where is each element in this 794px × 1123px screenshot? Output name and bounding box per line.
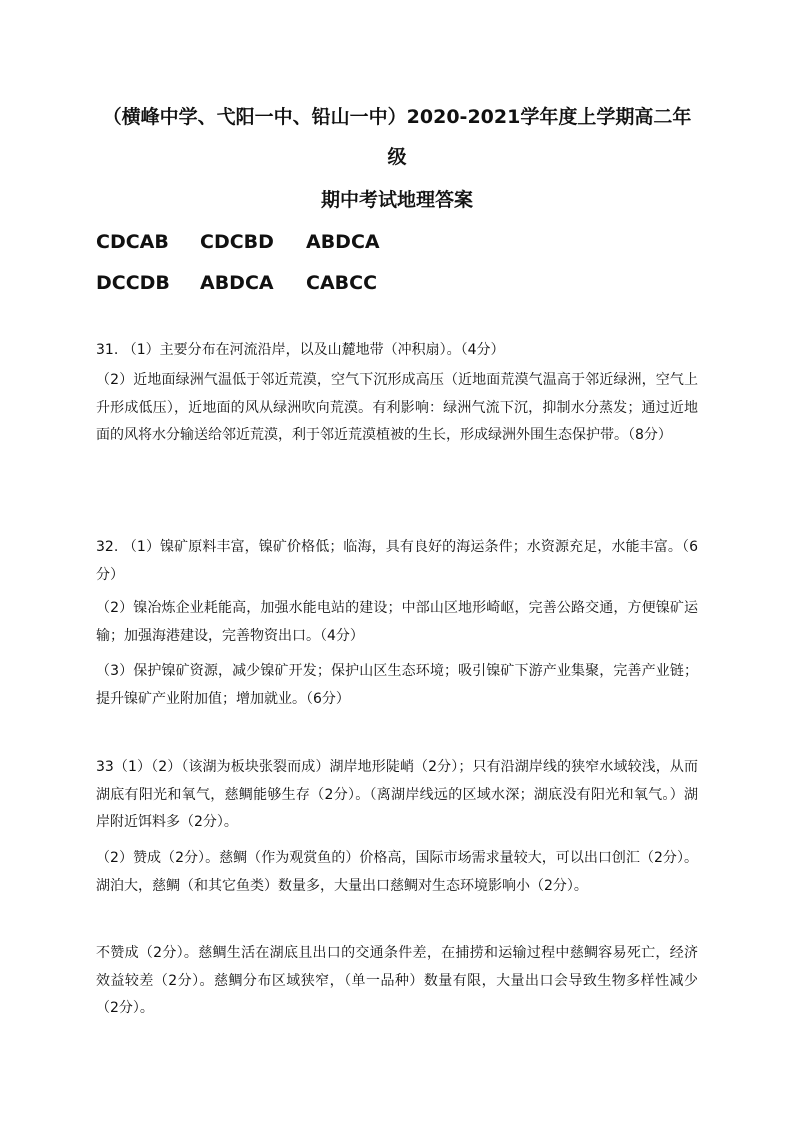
question-32-part-2: （2）镍冶炼企业耗能高，加强水能电站的建设；中部山区地形崎岖，完善公路交通，方便镍矿运输；加强海港建设，完善物资出口。（4分） <box>96 600 698 644</box>
answer-group: ABDCA <box>306 231 380 253</box>
answer-group: ABDCA <box>200 272 274 294</box>
answer-group: CDCBD <box>200 231 274 253</box>
answer-row-2 <box>96 270 406 296</box>
question-33-part-3: 不赞成（2分）。慈鲷生活在湖底且出口的交通条件差，在捕捞和运输过程中慈鲷容易死亡，经济效益较差（2分）。慈鲷分布区域狭窄，（单一品种）数量有限，大量出口会导致生物多样性减少（2分）。 <box>96 945 698 1016</box>
answer-group: DCCDB <box>96 272 170 294</box>
document-subtitle: 期中考试地理答案 <box>320 189 473 211</box>
document-title-line-2: 级 <box>387 146 407 168</box>
answer-group: CABCC <box>306 272 378 294</box>
question-33-part-1: 33（1）（2）（该湖为板块张裂而成）湖岸地形陡峭（2分）；只有沿湖岸线的狭窄水域较浅，从而湖底有阳光和氧气，慈鲷能够生存（2分）。（离湖岸线远的区域水深；湖底没有阳光和氧气。）湖岸附近饵料多（2分）。 <box>96 759 698 830</box>
answer-group: CDCAB <box>96 231 169 253</box>
question-32-part-1: 32. （1）镍矿原料丰富，镍矿价格低；临海，具有良好的海运条件；水资源充足，水能丰富。（6分） <box>96 539 698 583</box>
question-31-part-2: （2）近地面绿洲气温低于邻近荒漠，空气下沉形成高压（近地面荒漠气温高于邻近绿洲，空气上升形成低压），近地面的风从绿洲吹向荒漠。有利影响：绿洲气流下沉，抑制水分蒸发；通过近地面的风将水分输送给邻近荒漠，利于邻近荒漠植被的生长，形成绿洲外围生态保护带。（8分） <box>96 372 698 443</box>
answer-row-1 <box>96 229 406 255</box>
question-31-part-1: 31. （1）主要分布在河流沿岸，以及山麓地带（冲积扇）。（4分） <box>96 342 505 358</box>
document-title-line-1: （横峰中学、弋阳一中、铅山一中）2020-2021学年度上学期高二年 <box>102 106 692 128</box>
question-33-part-2: （2）赞成（2分）。慈鲷（作为观赏鱼的）价格高，国际市场需求量较大，可以出口创汇（2分）。湖泊大，慈鲷（和其它鱼类）数量多，大量出口慈鲷对生态环境影响小（2分）。 <box>96 850 698 894</box>
question-32-part-3: （3）保护镍矿资源，减少镍矿开发；保护山区生态环境；吸引镍矿下游产业集聚，完善产业链；提升镍矿产业附加值；增加就业。（6分） <box>96 663 698 707</box>
